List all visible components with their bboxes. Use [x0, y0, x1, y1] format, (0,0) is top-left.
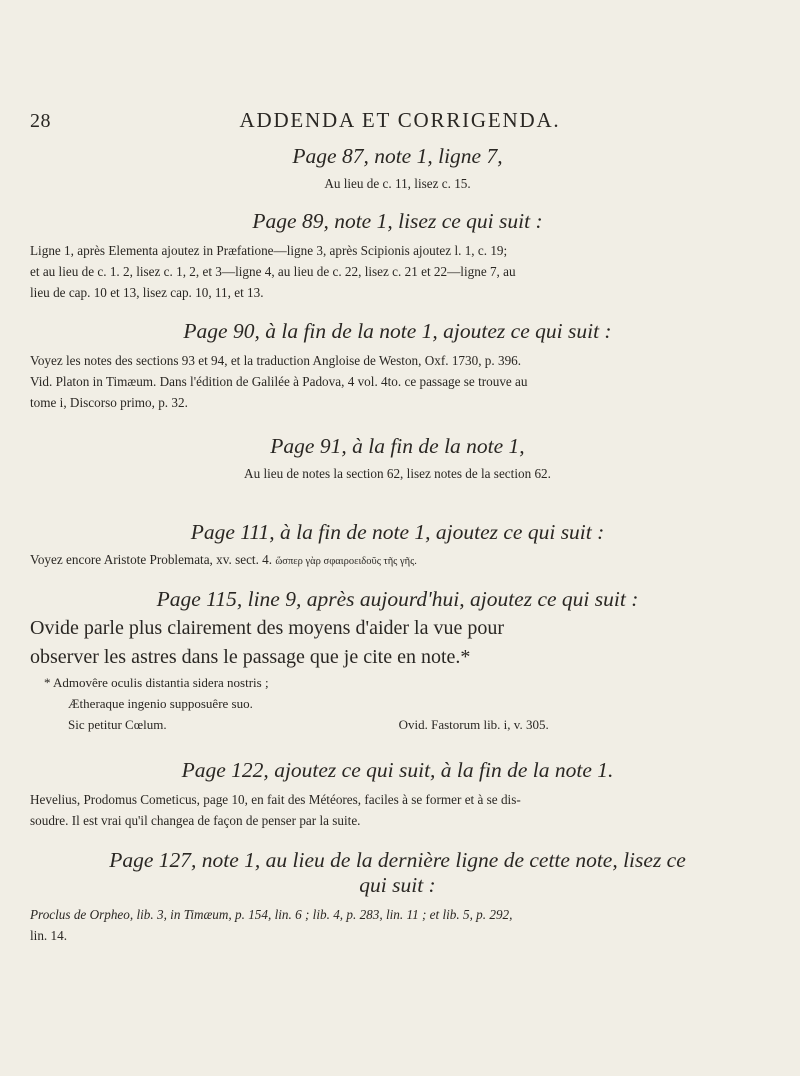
entry-heading-continued: qui suit :: [359, 873, 436, 897]
erratum-entry-page-122: [30, 758, 765, 831]
entry-text-line: Voyez les notes des sections 93 et 94, et la traduction Angloise de Weston, Oxf. 1730, p. 396.: [30, 353, 522, 368]
entry-heading: Page 90, à la fin de la note 1, ajoutez ce qui suit :: [183, 319, 612, 343]
entry-text-line: Vid. Platon in Timæum. Dans l'édition de Galilée à Padova, 4 vol. 4to. ce passage se trouve au: [30, 374, 528, 389]
entry-heading: Page 89, note 1, lisez ce qui suit :: [252, 209, 543, 233]
entry-heading: Page 111, à la fin de note 1, ajoutez ce qui suit :: [190, 520, 605, 544]
entry-heading: Page 87, note 1, ligne 7,: [292, 144, 503, 168]
entry-text: Au lieu de notes la section 62, lisez notes de la section 62.: [244, 466, 551, 481]
entry-text-line: et au lieu de c. 1. 2, lisez c. 1, 2, et 3—ligne 4, au lieu de c. 22, lisez c. 21 et 22—ligne 7, au: [30, 264, 516, 279]
entry-text-line: Hevelius, Prodomus Cometicus, page 10, en fait des Météores, faciles à se former et à se dis-: [30, 792, 521, 807]
entry-text: Au lieu de c. 11, lisez c. 15.: [324, 176, 471, 191]
erratum-entry-page-89: [30, 209, 765, 303]
entry-text-line: Proclus de Orpheo, lib. 3, in Timæum, p. 154, lin. 6 ; lib. 4, p. 283, lin. 11 ; et lib. 5, p. 292,: [30, 907, 513, 922]
entry-heading: Page 122, ajoutez ce qui suit, à la fin de la note 1.: [181, 758, 614, 782]
erratum-entry-page-90: [30, 319, 765, 413]
running-header: ADDENDA ET CORRIGENDA.: [239, 108, 561, 132]
entry-text-line: Ovide parle plus clairement des moyens d'aider la vue pour: [30, 617, 505, 639]
entry-text-line: lieu de cap. 10 et 13, lisez cap. 10, 11, et 13.: [30, 285, 264, 300]
entry-text: Voyez encore Aristote Problemata, xv. sect. 4. ὥσπερ γὰρ σφαιροειδοῦς τῆς γῆς.: [30, 552, 417, 567]
page-number: 28: [30, 110, 51, 132]
entry-heading: Page 127, note 1, au lieu de la dernière ligne de cette note, lisez ce: [109, 848, 686, 872]
entry-heading: Page 91, à la fin de la note 1,: [270, 434, 525, 458]
erratum-entry-page-87: [30, 144, 765, 194]
entry-text-line: Ligne 1, après Elementa ajoutez in Præfatione—ligne 3, après Scipionis ajoutez l. 1, c. 19;: [30, 243, 508, 258]
erratum-entry-page-91: [30, 434, 765, 484]
erratum-entry-page-111: [30, 520, 765, 572]
erratum-entry-page-127: [30, 848, 765, 946]
entry-text-line: soudre. Il est vrai qu'il changea de façon de penser par la suite.: [30, 813, 361, 828]
erratum-entry-page-115: [30, 587, 765, 735]
entry-text-line: lin. 14.: [30, 928, 67, 943]
footnote-citation: Sic petitur Cœlum. Ovid. Fastorum lib. i, v. 305.: [68, 717, 549, 732]
footnote-line: Ætheraque ingenio supposuêre suo.: [68, 696, 253, 711]
entry-heading: Page 115, line 9, après aujourd'hui, ajoutez ce qui suit :: [156, 587, 639, 611]
greek-quotation: ὥσπερ γὰρ σφαιροειδοῦς τῆς γῆς.: [275, 556, 417, 567]
entry-text-line: tome i, Discorso primo, p. 32.: [30, 395, 188, 410]
entry-text-line: observer les astres dans le passage que je cite en note.*: [30, 646, 471, 668]
footnote-line: * Admovêre oculis distantia sidera nostris ;: [44, 675, 269, 690]
